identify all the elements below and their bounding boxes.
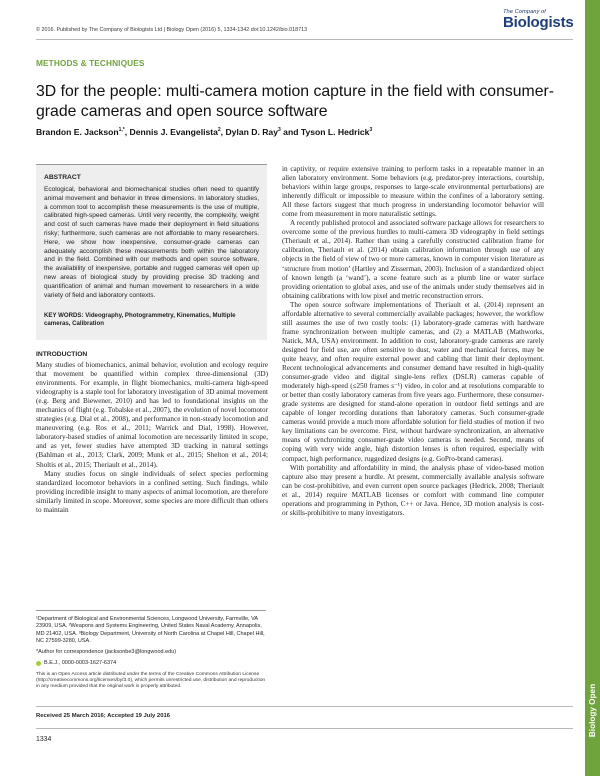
author-name: Dylan D. Ray xyxy=(225,127,278,137)
body-paragraph: The open source software implementations of Theriault et al. (2014) represent an affordable alternative to several commercially available packages; however, the workflow still assumes the use of two costly tools: (1) laboratory-grade cameras with hardware frame synchronization between multiple cameras, and (2) a MATLAB (Mathworks, Natick, MA, USA) environment. In addition to cost, laboratory-grade cameras are rarely designed for field use, are often sensitive to dust, water and mechanical forces, may be quite heavy, and often require external power and cabling that limit their deployment. Recent technological advancements and consumer demand have resulted in high-quality consumer-grade video and digital single-lens reflex (DSLR) cameras capable of moderately high-speed (≤250 frames s⁻¹) video, in color and at resolutions comparable to or better than costly laboratory cameras from five years ago. Furthermore, these consumer-grade systems are designed for stand-alone operation in outdoor field settings and are capable of longer recording durations than laboratory cameras. Such consumer-grade cameras would provide a much more affordable solution for field studies of motion if two key limitations can be overcome. First, without hardware synchronization, an alternative means of synchronizing consumer-grade video cameras is needed. Second, means of coping with very wide angle, high distortion lenses is often required, especially with compact, high performance, ruggedized designs (e.g. GoPro-brand cameras). xyxy=(282,300,544,463)
page-number: 1334 xyxy=(36,736,52,743)
orcid-line xyxy=(36,660,116,666)
keywords: KEY WORDS: Videography, Photogrammetry, Kinematics, Multiple cameras, Calibration xyxy=(44,312,236,328)
body-paragraph: Many studies of biomechanics, animal behavior, evolution and ecology require that movement be quantified within complex three-dimensional (3D) environments. For example, in flight biomechanics, multi-camera high-speed videography is a staple tool for laboratory investigation of 3D animal movement (e.g. Berg and Biewener, 2010) and has led to foundational insights on the mechanics of flight (e.g. Tobalske et al., 2007), the evolution of novel locomotor strategies (e.g. Dial et al., 2008), and performance in non-steady locomotion and maneuvering (e.g. Ros et al., 2011; Warrick and Dial, 1998). However, laboratory-based studies of animal locomotion are necessarily limited in scope, and as yet, fewer studies have attempted 3D tracking in natural settings (Bahlman et al., 2013; Clark, 2009; Munk et al., 2015; Shelton et al., 2014; Sholtis et al., 2015; Theriault et al., 2014). xyxy=(36,361,268,469)
body-column-left xyxy=(36,361,268,515)
footnote-rule xyxy=(36,610,266,611)
author-affiliation-mark: 1,* xyxy=(118,127,125,134)
abstract-heading: ABSTRACT xyxy=(44,174,81,181)
author-affiliation-mark: 3 xyxy=(369,127,373,134)
bottom-rule xyxy=(36,728,573,729)
author-name: Dennis J. Evangelista xyxy=(129,127,218,137)
body-paragraph: A recently published protocol and associated software package allows for researchers to overcome some of the previous hurdles to multi-camera 3D videography in field settings (Theriault et al., 2014). Rather than using a carefully constructed calibration frame for calibration, Theriault et al. (2014) obtain calibration information through use of any objects in the field of view of two or more cameras, known in computer vision literature as ‘structure from motion’ (Hartley and Zisserman, 2003). Inclusion of a standardized object of known length (a ‘wand’), a scene feature such as a plumb line or water surface providing orientation to global axes, and use of the animals under study themselves aid in obtaining calibrations with low pixel and metric reconstruction errors. xyxy=(282,219,544,300)
body-paragraph: With portability and affordability in mind, the analysis phase of video-based motion capture also may present a hurdle. At present, commercially available analysis software can be cost-prohibitive, and even current open source packages (Hedrick, 2008; Theriault et al., 2014) require MATLAB licenses or comfort with command line computer operations and programming in Python, C++ or Java. Hence, 3D motion analysis is cost- or skills-prohibitive to many investigators. xyxy=(282,463,544,517)
author-name: Brandon E. Jackson xyxy=(36,127,119,137)
body-paragraph: Many studies focus on single individuals of select species performing standardized locomotor behaviors in a confined setting. Such findings, while providing incredible insight to many aspects of animal locomotion, are therefore similarly limited in scope. Moreover, some species are more difficult than others to maintain xyxy=(36,469,268,514)
journal-meta-line: © 2016. Published by The Company of Biologists Ltd | Biology Open (2016) 5, 1334-1342 doi:10.1242/bio.018713 xyxy=(36,27,308,33)
header-rule xyxy=(36,39,573,40)
article-title: 3D for the people: multi-camera motion capture in the field with consumer-grade cameras and open source software xyxy=(36,83,555,120)
affiliations: ¹Department of Biological and Environmental Sciences, Longwood University, Farmville, VA 23909, USA. ²Weapons and Systems Engineering, United States Naval Academy, Annapolis, MD 21402, USA. ³Biology Department, University of North Carolina at Chapel Hill, Chapel Hill, NC 27599-3280, USA. xyxy=(36,616,265,644)
correspondence: *Author for correspondence (jacksonbe3@longwood.edu) xyxy=(36,649,177,655)
author-affiliation-mark: 3 xyxy=(278,127,281,134)
author-name: Tyson L. Hedrick xyxy=(300,127,370,137)
received-rule xyxy=(36,706,573,707)
introduction-heading: INTRODUCTION xyxy=(36,351,88,358)
section-tag: METHODS & TECHNIQUES xyxy=(36,58,145,68)
author-list: Brandon E. Jackson$^{1,*}$, Dennis J. Evangelista$^2$, Dylan D. Ray$^3$ and Tyson L. Hedrick$^3$ xyxy=(36,127,373,137)
orcid-id[interactable]: B.E.J., 0000-0003-1627-6374 xyxy=(44,660,117,666)
abstract-body: Ecological, behavioral and biomechanical studies often need to quantify animal movement and behavior in three dimensions. In laboratory studies, a common tool to accomplish these measurements is the use of multiple, calibrated high-speed cameras. Until very recently, the complexity, weight and cost of such cameras have made their deployment in field situations risky; furthermore, such cameras are not affordable to many researchers. Here, we show how inexpensive, consumer-grade cameras can adequately accomplish these measurements both within the laboratory and in the field. Combined with our methods and open source software, the availability of inexpensive, portable and rugged cameras will open up new areas of biological study by providing precise 3D tracking and quantification of animal and human movement to researchers in a wide variety of field and laboratory contexts. xyxy=(44,186,259,299)
abstract-box xyxy=(36,164,267,340)
body-paragraph: in captivity, or require extensive training to perform tasks in a repeatable manner in an alien laboratory environment. Some behaviors (e.g. predator-prey interactions, courtship, behaviors within large groups, responses to large-scale environmental perturbations) are inherently difficult or impossible to measure within the confines of a laboratory setting. All these factors suggest that much progress in understanding locomotor behavior will come from measurement in more naturalistic settings. xyxy=(282,165,544,219)
journal-side-label xyxy=(585,660,600,760)
logo-text-small: The Company of xyxy=(503,9,546,15)
body-column-right xyxy=(282,165,544,518)
license-statement: This is an Open Access article distributed under the terms of the Creative Commons Attribution License (http://creativecommons.org/licenses/by/3.0), which permits unrestricted use, distribution and reproduction in any medium provided that the original work is properly attributed. xyxy=(36,672,266,690)
received-dates: Received 25 March 2016; Accepted 19 July 2016 xyxy=(36,713,171,719)
journal-name: Biology Open xyxy=(588,683,597,737)
logo-text-big: Biologists xyxy=(503,14,574,31)
publisher-logo xyxy=(503,9,575,37)
author-affiliation-mark: 2 xyxy=(217,127,221,134)
orcid-icon xyxy=(36,661,41,666)
